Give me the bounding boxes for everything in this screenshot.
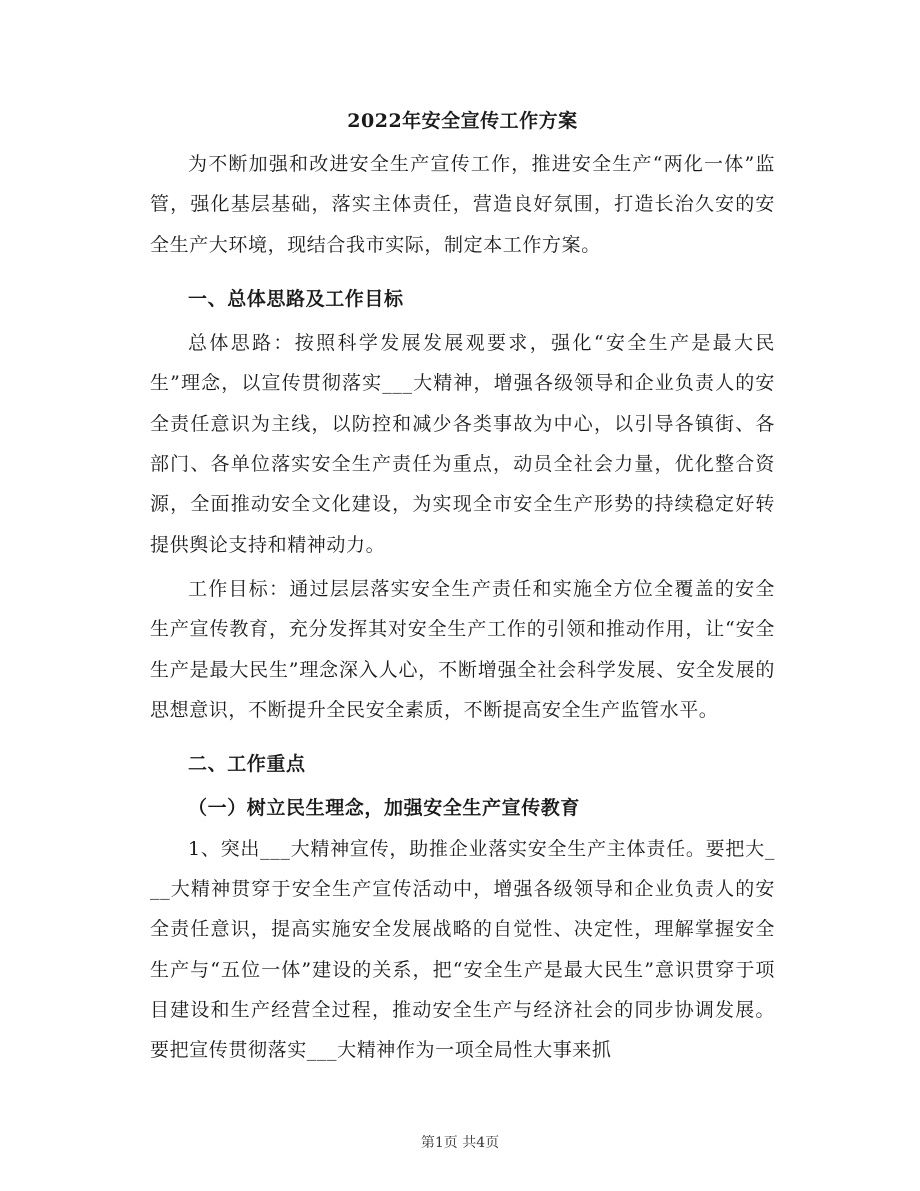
subsection-heading-1: （一）树立民生理念，加强安全生产宣传教育 bbox=[188, 797, 581, 820]
item-1-paragraph: 1、突出___大精神宣传，助推企业落实安全生产主体责任。要把大___大精神贯穿于安全生产宣传活动中，增强各级领导和企业负责人的安全责任意识，提高实施安全发展战略的自觉性、决定性，理解掌握安全生产与“五位一体”建设的关系，把“安全生产是最大民生”意识贯穿于项目建设和生产经营全过程，推动安全生产与经济社会的同步协调发展。要把宣传贯彻落实___大精神作为一项全局性大事来抓 bbox=[150, 837, 775, 1062]
overall-approach-paragraph: 总体思路：按照科学发展发展观要求，强化“安全生产是最大民生”理念，以宣传贯彻落实___大精神，增强各级领导和企业负责人的安全责任意识为主线，以防控和减少各类事故为中心，以引导各镇街、各部门、各单位落实安全生产责任为重点，动员全社会力量，优化整合资源，全面推动安全文化建设，为实现全市安全生产形势的持续稳定好转提供舆论支持和精神动力。 bbox=[150, 332, 775, 556]
document-title: 2022年安全宣传工作方案 bbox=[347, 110, 578, 132]
work-goal-paragraph: 工作目标：通过层层落实安全生产责任和实施全方位全覆盖的安全生产宣传教育，充分发挥其对安全生产工作的引领和推动作用，让“安全生产是最大民生”理念深入人心，不断增强全社会科学发展、安全发展的思想意识，不断提升全民安全素质，不断提高安全生产监管水平。 bbox=[150, 577, 775, 721]
document-page bbox=[150, 98, 775, 1071]
intro-paragraph: 为不断加强和改进安全生产宣传工作，推进安全生产“两化一体”监管，强化基层基础，落实主体责任，营造良好氛围，打造长治久安的安全生产大环境，现结合我市实际，制定本工作方案。 bbox=[150, 153, 775, 256]
section-heading-overall: 一、总体思路及工作目标 bbox=[188, 287, 404, 310]
section-heading-key-work: 二、工作重点 bbox=[188, 753, 306, 776]
page-footer: 第1页 共4页 bbox=[420, 1135, 500, 1151]
